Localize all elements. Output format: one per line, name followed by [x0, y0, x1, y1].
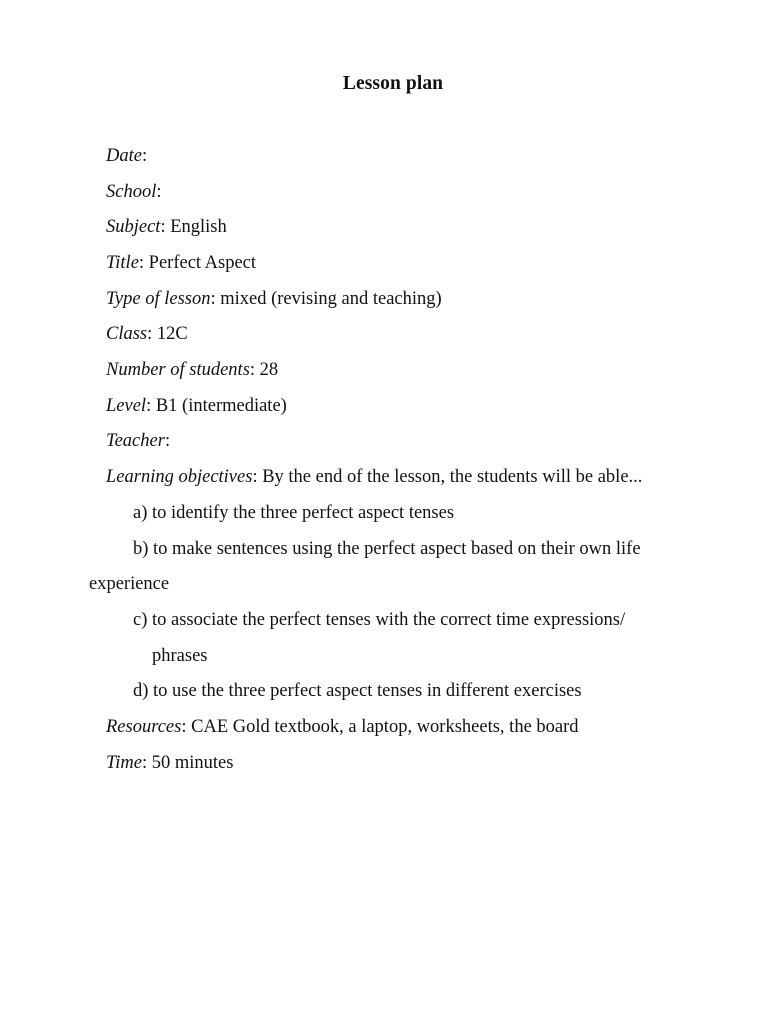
objective-c-line1: c) to associate the perfect tenses with the correct time expressions/	[133, 610, 626, 630]
time-label: Time	[106, 753, 142, 773]
field-school	[106, 180, 162, 204]
resources-label: Resources	[106, 717, 182, 737]
class-label: Class	[106, 324, 148, 344]
time-value: 50 minutes	[147, 753, 234, 773]
date-label: Date	[106, 146, 142, 166]
type-of-lesson-label: Type of lesson	[106, 289, 211, 309]
level-sep: :	[146, 396, 152, 416]
teacher-label: Teacher	[106, 431, 165, 451]
learning-objectives-label: Learning objectives	[106, 467, 253, 487]
field-type-of-lesson	[106, 287, 442, 311]
type-of-lesson-sep: :	[210, 289, 216, 309]
objective-a: a) to identify the three perfect aspect tenses	[133, 503, 455, 523]
school-label: School	[106, 182, 157, 202]
title-label: Title	[106, 253, 139, 273]
title-sep: :	[138, 253, 145, 273]
learning-objectives-value: By the end of the lesson, the students will be able...	[257, 467, 643, 487]
number-of-students-sep: :	[249, 360, 256, 380]
field-number-of-students	[106, 358, 278, 382]
title-value: Perfect Aspect	[144, 253, 257, 273]
time-sep: :	[141, 753, 148, 773]
resources-sep: :	[181, 717, 187, 737]
subject-value: English	[165, 217, 227, 237]
field-learning-objectives	[106, 465, 642, 489]
resources-value: CAE Gold textbook, a laptop, worksheets, the board	[186, 717, 579, 737]
field-teacher	[106, 429, 170, 453]
school-sep: :	[156, 182, 162, 202]
date-sep: :	[141, 146, 148, 166]
class-sep: :	[147, 324, 153, 344]
field-subject	[106, 215, 227, 239]
class-value: 12C	[152, 324, 188, 344]
field-class	[106, 322, 188, 346]
objective-b-line1: b) to make sentences using the perfect aspect based on their own life	[133, 539, 641, 559]
teacher-sep: :	[164, 431, 171, 451]
number-of-students-value: 28	[255, 360, 279, 380]
field-time	[106, 751, 233, 775]
level-label: Level	[106, 396, 147, 416]
field-title	[106, 251, 256, 275]
objective-c-line2: phrases	[152, 646, 208, 666]
field-date	[106, 144, 147, 168]
field-resources	[106, 715, 579, 739]
page-title: Lesson plan	[342, 73, 444, 94]
field-level	[106, 394, 287, 418]
objective-b-line2: experience	[89, 574, 170, 594]
subject-label: Subject	[106, 217, 161, 237]
objective-d: d) to use the three perfect aspect tenses in different exercises	[133, 681, 582, 701]
type-of-lesson-value: mixed (revising and teaching)	[215, 289, 442, 309]
level-value: B1 (intermediate)	[151, 396, 287, 416]
number-of-students-label: Number of students	[106, 360, 250, 380]
subject-sep: :	[160, 217, 166, 237]
learning-objectives-sep: :	[252, 467, 258, 487]
